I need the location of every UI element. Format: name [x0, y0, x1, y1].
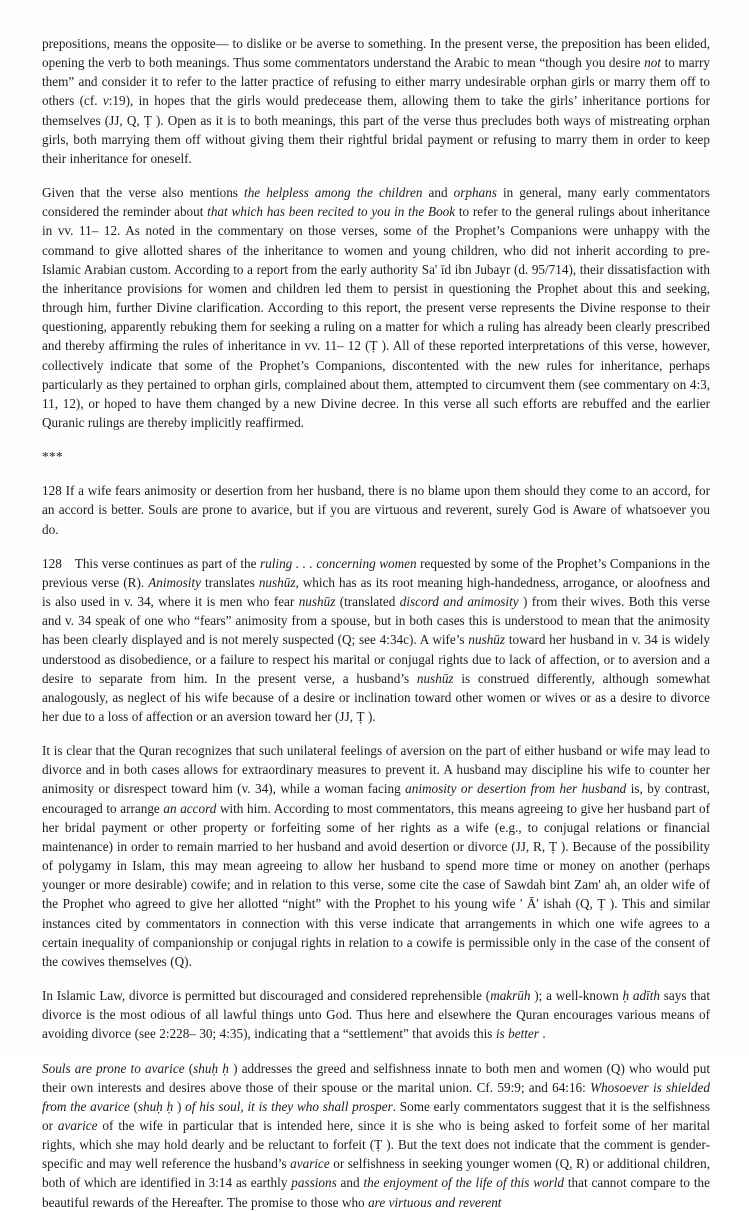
paragraph-given-that-the-verse: [42, 183, 710, 432]
text-run: of the wife in particular that is intended here, since it is she who is being asked to forfeit some of her marital rights, which she may hold dearly and be reluctant to forfeit (Ṭ ). But the text does not indicate that the comment is gender-specific and may well reference the husband’s: [42, 1117, 710, 1172]
text-run: that cannot compare to the beautiful rewards of the Hereafter. The promise to those who: [42, 1175, 710, 1210]
text-run: requested by some of the Prophet’s Companions in the previous verse (R).: [42, 555, 711, 590]
verse-128-translation: [42, 481, 710, 538]
term-nushuz-3: nushūz: [468, 632, 506, 648]
text-run: . Some early commentators suggest that it is the selfishness or: [42, 1098, 710, 1133]
term-avarice-1: avarice: [57, 1117, 98, 1133]
text-run: to refer to the general rulings about inheritance in vv. 11– 12. As noted in the commentary on those verses, some of the Prophet’s Companions were unhappy with the command to give allotted shares of the inheritance to women and young children, who did not inherit according to pre-Islamic Arabian custom. According to a report from the early authority Sa' īd ibn Jubayr (d. 95/714), their dissatisfaction with the inheritance provisions for women and children led them to persist in questioning the Prophet about this and seeking, through him, further Divine clarification. According to this report, the present verse represents the Divine response to their questioning, apparently rebuking them for seeking a ruling on a matter for which a ruling has already been clearly prescribed and thereby affirming the rules of inheritance in vv. 11– 12 (Ṭ ). All of these reported interpretations of this verse, however, collectively indicate that some of the Prophet’s Companions, discontented with the new rules for inheritance, perhaps particularly as they pertained to orphan girls, complained about them, attempted to circumvent them (see commentary on 4:3, 11, 12), or hoped to have them changed by a new Divine decree. In this verse all such efforts are rebuffed and the earlier Quranic rulings are thereby implicitly reaffirmed.: [42, 204, 710, 430]
text-run: is construed differently, although somewhat analogously, as neglect of his wife because of a desire or inclination toward other women or wives or as a desire to divorce her due to a loss of affection or an aversion toward her (JJ, Ṭ ).: [42, 670, 711, 724]
paragraph-islamic-law-divorce: [42, 986, 710, 1043]
text-run: .: [538, 1026, 546, 1042]
quote-whosoever-is-shielded: Whosoever is shielded from the avarice: [42, 1079, 710, 1114]
text-run: This verse continues as part of the: [74, 555, 261, 571]
term-avarice-2: avarice: [290, 1156, 330, 1172]
text-run: and: [422, 185, 454, 201]
verse-number: 128: [42, 483, 62, 499]
term-shuhh-1: shuḥ ḥ: [193, 1060, 229, 1076]
quote-orphans: orphans: [453, 185, 497, 201]
term-nushuz-2: nushūz: [298, 594, 336, 610]
section-divider-asterisks: ***: [42, 449, 63, 465]
paragraph-souls-prone-to-avarice: [42, 1059, 710, 1212]
quote-is-better: is better: [495, 1026, 539, 1042]
quote-an-accord: an accord: [163, 800, 217, 816]
text-run: :19), in hopes that the girls would predecease them, allowing them to take the girls’ inheritance portions for themselves (JJ, Q, Ṭ ). Open as it is to both meanings, this part of the verse thus precludes both ways of mistreating orphan girls, both marrying them off without giving them their rightful bridal payment or refusing to marry them in order to keep their inheritance for oneself.: [42, 93, 710, 166]
term-makruh: makrūh: [490, 988, 531, 1004]
term-nushuz-4: nushūz: [416, 670, 454, 686]
text-run: toward her husband in v. 34 is widely understood as disobedience, or a failure to respect his marital or conjugal rights due to lack of affection, or to aversion and a desire to separate from him. In the present verse, a husband’s: [42, 632, 710, 686]
term-animosity: Animosity: [148, 574, 201, 590]
term-shuhh-2: shuḥ ḥ: [137, 1098, 174, 1114]
quote-of-his-soul: of his soul, it is they who shall prosper: [185, 1098, 393, 1114]
text-run: , which has as its root meaning high-handedness, arrogance, or aloofness and is also used in v. 34, where it is men who fear: [42, 574, 710, 610]
quote-discord-and-animosity: discord and animosity: [399, 594, 519, 610]
text-run: is, by contrast, encouraged to arrange: [42, 781, 710, 816]
text-run: (translated: [335, 594, 400, 610]
quote-recited-to-you-in-the-book: that which has been recited to you in the Book: [207, 204, 456, 220]
term-nushuz-1: nushūz: [258, 574, 296, 590]
quote-souls-are-prone-to-avarice: Souls are prone to avarice: [42, 1060, 185, 1076]
text-run: with him. According to most commentators, this means agreeing to give her husband part of her bridal payment or other property or forfeiting some of her rights as a wife (e.g., to conjugal relations or financial maintenance) in order to remain married to her husband and avoid desertion or divorce (JJ, R, Ṭ ). Because of the possibility of polygamy in Islam, this may mean agreeing to allow her husband to spend more time or money on another (perhaps younger or more desirable) cowife; and in relation to this verse, some cite the case of Sawdah bint Zam' ah, an older wife of the Prophet who agreed to give her allotted “night” with the Prophet to his young wife ' Ā' ishah (Q, Ṭ ). This and similar instances cited by commentators in connection with this verse indicate that arrangements in which one wife agrees to a certain inequality of companionship or conjugal rights in relation to a cowife is permissible only in the case of the consent of the cowives themselves (Q).: [42, 800, 711, 969]
paragraph-quran-recognizes: [42, 741, 710, 971]
text-run: ): [173, 1098, 186, 1114]
text-run: (: [129, 1098, 138, 1114]
text-run: says that divorce is the most odious of all lawful things unto God. Thus here and elsewhere the Quran encourages various means of avoiding divorce (see 2:228– 30; 4:35), indicating that a “settlement” that avoids this: [42, 988, 710, 1042]
text-column: [42, 34, 710, 1212]
text-run: to marry them” and consider it to refer to the latter practice of refusing to either marry undesirable orphan girls or marry them off to others (cf.: [42, 55, 711, 109]
quote-are-virtuous-and-reverent: are virtuous and reverent: [368, 1194, 502, 1210]
text-run: or selfishness in seeking younger women (Q, R) or additional children, both of which are identified in 3:14 as earthly: [42, 1156, 710, 1191]
quote-animosity-or-desertion: animosity or desertion from her husband: [405, 781, 627, 797]
quote-ruling-concerning-women: ruling . . . concerning women: [260, 555, 417, 571]
text-run: ) from their wives. Both this verse and v. 34 speak of one who “fears” animosity from a spouse, but in both cases this is understood to mean that the animosity has been clearly displayed and is not merely suspected (Q; see 4:34c). A wife’s: [42, 594, 710, 648]
emphasis-v: v: [102, 93, 109, 109]
emphasis-not: not: [644, 55, 661, 71]
text-run: (: [184, 1060, 194, 1076]
commentary-number: 128: [42, 555, 62, 571]
term-hadith: ḥ adīth: [622, 988, 660, 1004]
text-run: ); a well-known: [530, 988, 623, 1004]
verse-text: If a wife fears animosity or desertion from her husband, there is no blame upon them should they come to an accord, for an accord is better. Souls are prone to avarice, but if you are virtuous and reverent, surely God is Aware of whatsoever you do.: [42, 483, 710, 537]
text-run: It is clear that the Quran recognizes that such unilateral feelings of aversion on the part of either husband or wife may lead to divorce and in both cases allows for extraordinary measures to prevent it. A husband may discipline his wife to counter her animosity or disrespect toward him (v. 34), while a woman facing: [42, 743, 710, 797]
quote-enjoyment-of-life-of-this-world: the enjoyment of the life of this world: [363, 1175, 565, 1191]
paragraph-prepositions: [42, 34, 710, 168]
text-run: translates: [200, 574, 259, 590]
text-run: Given that the verse also mentions: [42, 185, 245, 201]
text-run: prepositions, means the opposite— to dislike or be averse to something. In the present verse, the preposition has been elided, opening the verb to both meanings. Thus some commentators understand the Arabic to mean “though you desire: [42, 36, 710, 71]
text-run: in general, many early commentators considered the reminder about: [42, 185, 710, 220]
quote-helpless-among-children: the helpless among the children: [244, 185, 423, 201]
text-run: ) addresses the greed and selfishness innate to both men and women (Q) who would put their own interests and desires above those of their spouse or the marital union. Cf. 59:9; and 64:16:: [42, 1060, 710, 1095]
text-run: In Islamic Law, divorce is permitted but discouraged and considered reprehensible (: [42, 988, 491, 1004]
commentary-128: [42, 554, 710, 726]
text-run: and: [336, 1175, 364, 1191]
quote-passions: passions: [291, 1175, 337, 1191]
